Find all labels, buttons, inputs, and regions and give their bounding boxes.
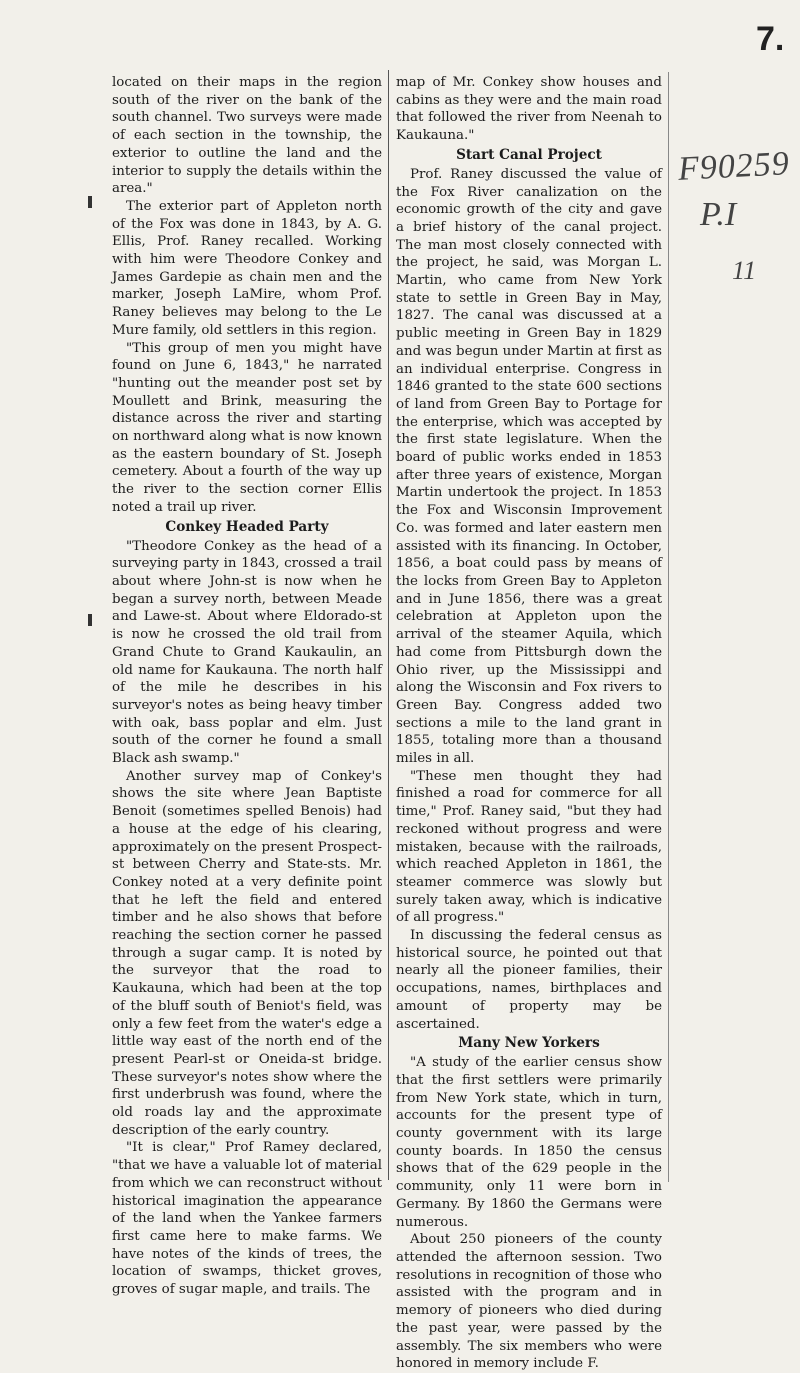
- paragraph: Another survey map of Conkey's shows the site where Jean Baptiste Benoit (sometimes spelled Benois) had a house at the edge of his clearing, approximately on the present Prospect-st between Cherry and State-sts. Mr. Conkey noted at a very definite point that he left the field and entered timber and he also shows that before reaching the section corner he passed through a sugar camp. It is noted by the surveyor that the road to Kaukauna, which had been at the top of the bluff south of Beniot's field, was only a few feet from the water's edge a little way east of the north end of the present Pearl-st or Oneida-st bridge. These surveyor's notes show where the first underbrush was found, where the old roads lay and the approximate description of the early country.: [112, 768, 382, 1138]
- paragraph: located on their maps in the region south of the river on the bank of the south channel. Two surveys were made of each section in the township, the exterior to outline the land and the interior to supply the details within the area.": [112, 75, 382, 197]
- paragraph: About 250 pioneers of the county attended the afternoon session. Two resolutions in recognition of those who assisted with the program and in memory of pioneers who died during the past year, were passed by the assembly. The six members who were honored in memory include F.: [396, 1232, 662, 1372]
- column-divider: [388, 70, 389, 1180]
- paragraph: map of Mr. Conkey show houses and cabins as they were and the main road that followed the river from Neenah to Kaukauna.": [396, 75, 662, 144]
- handwritten-count: 11: [732, 256, 757, 285]
- left-column: [112, 74, 382, 1299]
- subheading: Conkey Headed Party: [165, 518, 329, 535]
- page-edge-rule: [668, 72, 669, 1182]
- margin-mark: [88, 614, 92, 626]
- paragraph: "This group of men you might have found on June 6, 1843," he narrated "hunting out the meander post set by Moullett and Brink, measuring the distance across the river and starting on northward along what is now known as the eastern boundary of St. Joseph cemetery. About a fourth of the way up the river to the section corner Ellis noted a trail up river.: [112, 340, 382, 515]
- subheading: Many New Yorkers: [458, 1035, 600, 1052]
- right-column: [396, 74, 662, 1373]
- subheading: Start Canal Project: [456, 146, 602, 163]
- handwritten-initials: P.I: [700, 196, 737, 233]
- paragraph: "It is clear," Prof Ramey declared, "that we have a valuable lot of material from which we can reconstruct without historical imagination the appearance of the land when the Yankee farmers first came here to make farms. We have notes of the kinds of trees, the location of swamps, thicket groves, groves of sugar maple, and trails. The: [112, 1140, 382, 1298]
- paragraph: In discussing the federal census as historical source, he pointed out that nearly all the pioneer families, their occupations, names, birthplaces and amount of property may be ascertained.: [396, 928, 662, 1032]
- paragraph: "A study of the earlier census show that the first settlers were primarily from New York state, which in turn, accounts for the present type of county government with its large county boards. In 1850 the census shows that of the 629 people in the community, only 11 were born in Germany. By 1860 the Germans were numerous.: [396, 1055, 662, 1230]
- handwritten-call-number: F90259: [677, 145, 791, 188]
- paragraph: Prof. Raney discussed the value of the Fox River canalization on the economic growth of the city and gave a brief history of the canal project. The man most closely connected with the project, he said, was Morgan L. Martin, who came from New York state to settle in Green Bay in May, 1827. The canal was discussed at a public meeting in Green Bay in 1829 and was begun under Martin at first as an individual enterprise. Congress in 1846 granted to the state 600 sections of land from Green Bay to Portage for the enterprise, which was accepted by the first state legislature. When the board of public works ended in 1853 after three years of existence, Morgan Martin undertook the project. In 1853 the Fox and Wisconsin Improvement Co. was formed and later eastern men assisted with its financing. In October, 1856, a boat could pass by means of the locks from Green Bay to Appleton and in June 1856, there was a great celebration at Appleton upon the arrival of the steamer Aquila, which had come from Pittsburgh down the Ohio river, up the Mississippi and along the Wisconsin and Fox rivers to Green Bay. Congress added two sections a mile to the land grant in 1855, totaling more than a thousand miles in all.: [396, 166, 662, 767]
- paragraph: "Theodore Conkey as the head of a surveying party in 1843, crossed a trail about where John-st is now when he began a survey north, between Meade and Lawe-st. About where Eldorado-st is now he crossed the old trail from Grand Chute to Grand Kaukaulin, an old name for Kaukauna. The north half of the mile he describes in his surveyor's notes as being heavy timber with oak, bass poplar and elm. Just south of the corner he found a small Black ash swamp.": [112, 538, 382, 767]
- page-number: 7.: [756, 20, 785, 58]
- paragraph: The exterior part of Appleton north of the Fox was done in 1843, by A. G. Ellis, Prof. Raney recalled. Working with him were Theodore Conkey and James Gardepie as chain men and the marker, Joseph LaMire, whom Prof. Raney believes may belong to the Le Mure family, old settlers in this region.: [112, 198, 382, 338]
- margin-mark: [88, 196, 92, 208]
- paragraph: "These men thought they had finished a road for commerce for all time," Prof. Raney said, "but they had reckoned without progress and were mistaken, because with the railroads, which reached Appleton in 1861, the steamer commerce was slowly but surely taken away, which is indicative of all progress.": [396, 768, 662, 926]
